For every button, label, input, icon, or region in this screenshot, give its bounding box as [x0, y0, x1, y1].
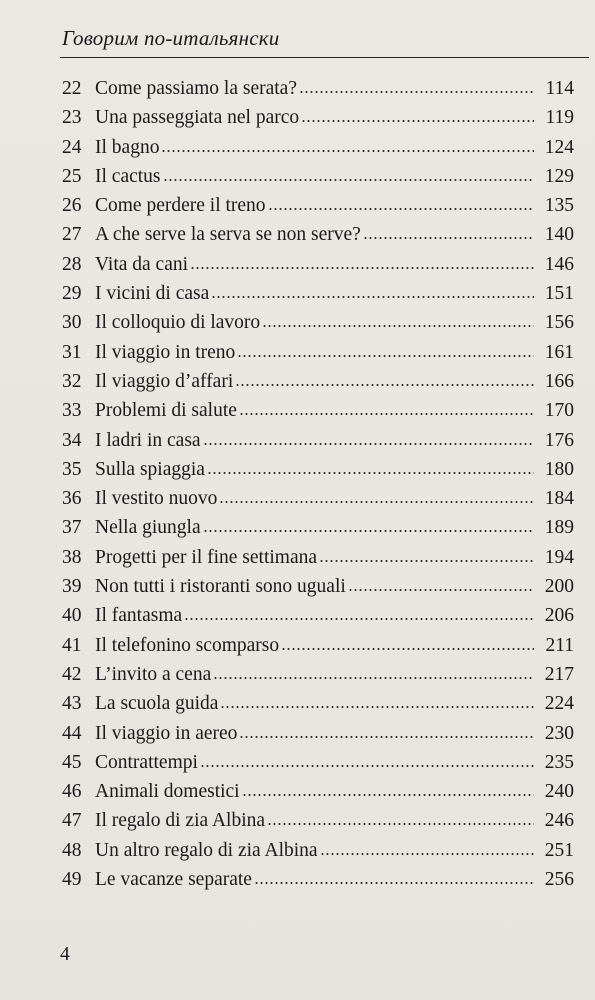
toc-entry	[62, 279, 574, 308]
toc-entry-number: 25	[62, 165, 82, 187]
toc-entry-title: Non tutti i ristoranti sono uguali	[95, 576, 346, 598]
toc-entry-number: 29	[62, 283, 82, 305]
toc-entry-number: 41	[62, 634, 82, 656]
toc-entry-number: 34	[62, 429, 82, 451]
toc-entry	[62, 865, 574, 894]
toc-entry	[62, 308, 574, 337]
toc-entry-title: Il bagno	[95, 136, 160, 158]
toc-dot-leader	[268, 207, 534, 211]
toc-dot-leader	[219, 500, 534, 504]
toc-entry	[62, 748, 574, 777]
running-header: Говорим по-итальянски	[62, 26, 280, 50]
toc-entry-number: 37	[62, 517, 82, 539]
toc-entry-page: 114	[545, 78, 574, 99]
toc-entry-number: 24	[62, 136, 82, 158]
toc-dot-leader	[235, 383, 534, 387]
toc-entry	[62, 220, 574, 249]
toc-entry-number: 22	[62, 78, 82, 99]
toc-dot-leader	[237, 354, 534, 358]
toc-entry-title: Progetti per il fine settimana	[95, 546, 318, 568]
toc-entry	[62, 191, 574, 220]
toc-entry	[62, 631, 574, 660]
toc-dot-leader	[184, 617, 534, 621]
toc-entry	[62, 367, 574, 396]
toc-entry-number: 32	[62, 370, 82, 392]
toc-dot-leader	[211, 295, 534, 299]
toc-entry-title: Vita da cani	[95, 253, 189, 275]
toc-entry-number: 46	[62, 781, 82, 803]
toc-dot-leader	[299, 90, 534, 94]
toc-entry-title: Il viaggio in aereo	[95, 722, 238, 744]
header-rule	[60, 57, 589, 58]
toc-entry-title: Problemi di salute	[95, 400, 237, 422]
toc-entry-page: 180	[544, 458, 574, 480]
toc-dot-leader	[203, 529, 534, 533]
toc-entry	[62, 250, 574, 279]
toc-entry-title: Il fantasma	[95, 605, 183, 627]
toc-entry-page: 224	[544, 693, 574, 715]
toc-entry-page: 194	[544, 546, 574, 568]
toc-entry-page: 184	[544, 488, 574, 510]
toc-entry-number: 39	[62, 576, 82, 598]
toc-entry-page: 230	[544, 722, 574, 744]
toc-entry-page: 235	[544, 751, 574, 773]
toc-entry-title: Sulla spiaggia	[95, 458, 205, 480]
toc-entry-page: 189	[544, 517, 574, 539]
toc-dot-leader	[267, 822, 534, 826]
toc-entry-page: 124	[544, 136, 574, 158]
toc-dot-leader	[200, 764, 534, 768]
toc-dot-leader	[262, 324, 534, 328]
toc-entry	[62, 484, 574, 513]
toc-dot-leader	[213, 676, 534, 680]
toc-entry-number: 36	[62, 488, 82, 510]
toc-entry-title: Il vestito nuovo	[95, 488, 218, 510]
toc-entry-title: Il viaggio d’affari	[95, 370, 234, 392]
toc-entry-page: 240	[544, 781, 574, 803]
toc-entry-number: 35	[62, 458, 82, 480]
toc-entry-title: A che serve la serva se non serve?	[95, 224, 361, 246]
toc-entry-page: 170	[544, 400, 574, 422]
toc-entry-title: Una passeggiata nel parco	[95, 107, 300, 129]
toc-dot-leader	[239, 735, 534, 739]
toc-entry	[62, 572, 574, 601]
toc-dot-leader	[254, 881, 534, 885]
toc-entry-title: Il viaggio in treno	[95, 341, 236, 363]
toc-entry-number: 30	[62, 312, 82, 334]
toc-entry-page: 146	[544, 253, 574, 275]
toc-entry	[62, 836, 574, 865]
toc-entry	[62, 689, 574, 718]
toc-entry	[62, 777, 574, 806]
toc-entry	[62, 543, 574, 572]
toc-entry-page: 119	[545, 107, 574, 129]
toc-entry-number: 27	[62, 224, 82, 246]
toc-entry-title: Come passiamo la serata?	[95, 78, 297, 99]
toc-entry-number: 31	[62, 341, 82, 363]
toc-entry-number: 38	[62, 546, 82, 568]
toc-entry-number: 33	[62, 400, 82, 422]
toc-entry	[62, 162, 574, 191]
toc-dot-leader	[203, 442, 534, 446]
toc-entry-page: 161	[544, 341, 574, 363]
toc-entry-title: I vicini di casa	[95, 283, 210, 305]
toc-entry-page: 176	[544, 429, 574, 451]
toc-dot-leader	[348, 588, 534, 592]
toc-entry-number: 44	[62, 722, 82, 744]
toc-entry	[62, 660, 574, 689]
toc-entry-title: Il telefonino scomparso	[95, 634, 280, 656]
toc-entry-title: Un altro regalo di zia Albina	[95, 839, 318, 861]
page-number: 4	[60, 944, 70, 965]
toc-entry	[62, 601, 574, 630]
toc-dot-leader	[239, 412, 534, 416]
toc-entry-page: 135	[544, 195, 574, 217]
toc-entry	[62, 455, 574, 484]
toc-entry-number: 28	[62, 253, 82, 275]
toc-entry-title: Contrattempi	[95, 751, 198, 773]
toc-entry-page: 156	[544, 312, 574, 334]
toc-dot-leader	[281, 647, 534, 651]
toc-entry-page: 129	[544, 165, 574, 187]
toc-entry-title: Le vacanze separate	[95, 869, 252, 891]
toc-dot-leader	[301, 119, 534, 123]
toc-entry-page: 246	[544, 810, 574, 832]
toc-dot-leader	[363, 236, 534, 240]
toc-entry	[62, 133, 574, 162]
toc-entry-number: 49	[62, 869, 82, 891]
toc-entry-number: 26	[62, 195, 82, 217]
toc-dot-leader	[190, 266, 534, 270]
toc-entry-title: Nella giungla	[95, 517, 201, 539]
toc-entry-number: 42	[62, 663, 82, 685]
toc-entry-number: 48	[62, 839, 82, 861]
toc-dot-leader	[163, 178, 534, 182]
toc-entry-page: 251	[544, 839, 574, 861]
toc-entry-title: L’invito a cena	[95, 663, 212, 685]
toc-entry-number: 47	[62, 810, 82, 832]
toc-entry	[62, 338, 574, 367]
toc-entry	[62, 719, 574, 748]
toc-entry-title: Animali domestici	[95, 781, 240, 803]
toc-entry	[62, 74, 574, 103]
toc-entry	[62, 513, 574, 542]
toc-entry-page: 217	[544, 663, 574, 685]
toc-entry	[62, 103, 574, 132]
table-of-contents	[62, 74, 574, 894]
toc-entry-title: I ladri in casa	[95, 429, 201, 451]
toc-dot-leader	[319, 559, 534, 563]
toc-entry-number: 43	[62, 693, 82, 715]
toc-entry-number: 45	[62, 751, 82, 773]
toc-entry	[62, 396, 574, 425]
toc-entry-title: La scuola guida	[95, 693, 219, 715]
toc-entry-page: 200	[544, 576, 574, 598]
toc-dot-leader	[161, 149, 534, 153]
toc-entry-page: 206	[544, 605, 574, 627]
toc-entry-page: 256	[544, 869, 574, 891]
toc-entry-title: Come perdere il treno	[95, 195, 266, 217]
toc-entry-number: 23	[62, 107, 82, 129]
toc-entry	[62, 426, 574, 455]
toc-entry-page: 140	[544, 224, 574, 246]
toc-entry-title: Il regalo di zia Albina	[95, 810, 266, 832]
toc-entry	[62, 806, 574, 835]
toc-entry-page: 166	[544, 370, 574, 392]
toc-dot-leader	[320, 852, 534, 856]
toc-entry-title: Il cactus	[95, 165, 161, 187]
toc-dot-leader	[242, 793, 534, 797]
toc-dot-leader	[207, 471, 534, 475]
toc-entry-title: Il colloquio di lavoro	[95, 312, 261, 334]
toc-entry-page: 211	[545, 634, 574, 656]
toc-entry-number: 40	[62, 605, 82, 627]
toc-dot-leader	[220, 705, 534, 709]
toc-entry-page: 151	[544, 283, 574, 305]
